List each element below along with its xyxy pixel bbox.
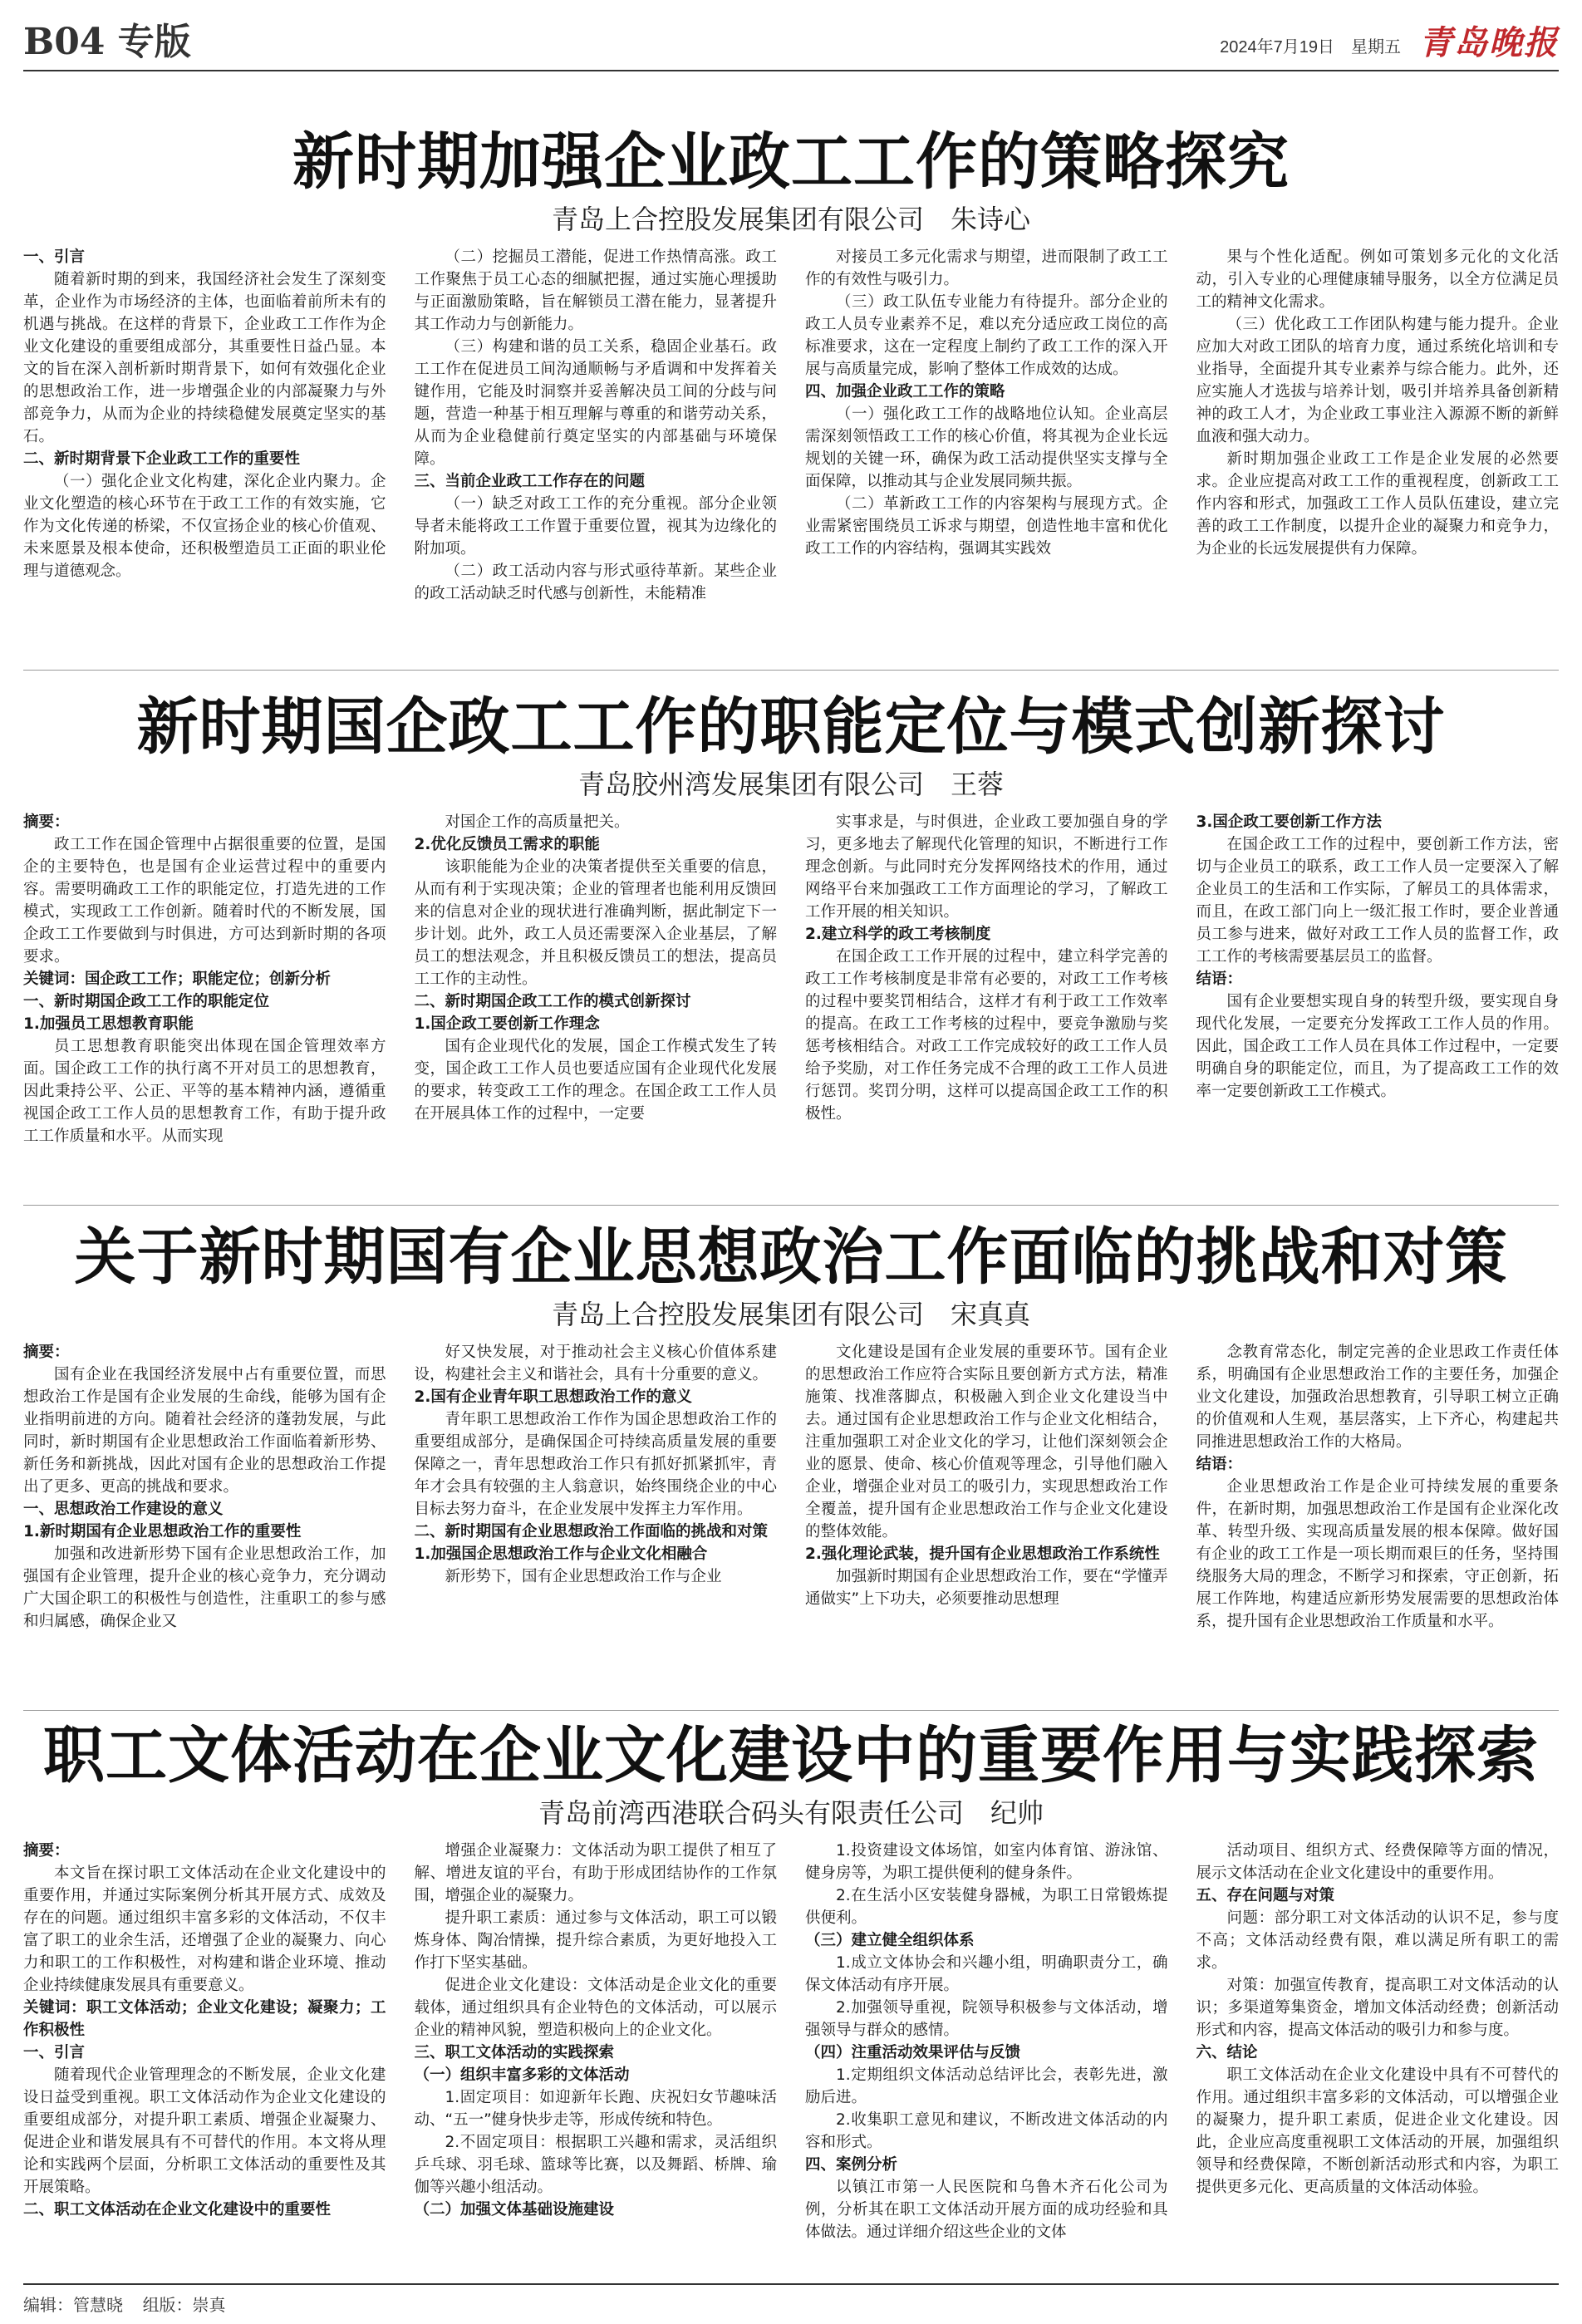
article-column [23,246,386,651]
paragraph: 问题：部分职工对文体活动的认识不足，参与度不高；文体活动经费有限，难以满足所有职工的需求。 [1196,1909,1559,1972]
section-heading: 摘要： [23,1842,70,1860]
paragraph: 果与个性化适配。例如可策划多元化的文化活动，引入专业的心理健康辅导服务，以全方位满足员工的精神文化需求。 [1196,248,1559,311]
paragraph: 在国企政工工作开展的过程中，建立科学完善的政工工作考核制度是非常有必要的，对政工工作考核的过程中要奖罚相结合，这样才有利于政工工作效率的提高。在政工工作考核的过程中，要竞争激励与奖惩考核相结合。对政工工作完成较好的政工工作人员给予奖励，对工作任务完成不合理的政工工作人员进行惩罚。奖罚分明，这样可以提高国企政工工作的积极性。 [805,948,1168,1123]
paragraph: 2.加强领导重视，院领导积极参与文体活动，增强领导与群众的感情。 [805,1999,1168,2039]
paragraph: 对接员工多元化需求与期望，进而限制了政工工作的有效性与吸引力。 [805,248,1168,288]
paragraph: 职工文体活动在企业文化建设中具有不可替代的作用。通过组织丰富多彩的文体活动，可以增强企业的凝聚力，提升职工素质，促进企业文化建设。因此，企业应高度重视职工文体活动的开展，加强组织领导和经费保障，不断创新活动形式和内容，为职工提供更多元化、更高质量的文体活动体验。 [1196,2066,1559,2196]
section-heading: 摘要： [23,813,70,831]
article-body [23,246,1559,651]
section-heading: 结语： [1196,970,1243,988]
section-heading: 1.加强员工思想教育职能 [23,1015,194,1033]
article-byline: 青岛前湾西港联合码头有限责任公司 纪帅 [538,1798,1044,1828]
article-column [805,246,1168,651]
section-heading: 2.国有企业青年职工思想政治工作的意义 [414,1388,692,1406]
section-heading: 关键词：职工文体活动；企业文化建设；凝聚力；工作积极性 [23,1999,386,2039]
paragraph: （一）强化政工工作的战略地位认知。企业高层需深刻领悟政工工作的核心价值，将其视为企业长远规划的关键一环，确保为政工活动提供坚实支撑与全面保障，以推动其与企业发展同频共振。 [805,405,1168,490]
article-title: 职工文体活动在企业文化建设中的重要作用与实践探索 [43,1720,1539,1791]
article-byline: 青岛胶州湾发展集团有限公司 王蓉 [577,769,1004,799]
issue-weekday: 星期五 [1351,38,1401,57]
section-heading: 二、新时期国有企业思想政治工作面临的挑战和对策 [414,1523,769,1540]
article-column [415,811,778,1216]
paragraph: 2.不固定项目：根据职工兴趣和需求，灵活组织乒乓球、羽毛球、篮球等比赛，以及舞蹈、桥牌、瑜伽等兴趣小组活动。 [414,2134,777,2196]
paragraph: 增强企业凝聚力：文体活动为职工提供了相互了解、增进友谊的平台，有助于形成团结协作的工作氛围，增强企业的凝聚力。 [414,1842,777,1904]
section-heading: 一、引言 [23,2044,86,2061]
newspaper-logo: 青岛晚报 [1419,23,1559,62]
paragraph: 对策：加强宣传教育，提高职工对文体活动的认识；多渠道筹集资金，增加文体活动经费；创新活动形式和内容，提高文体活动的吸引力和参与度。 [1196,1977,1559,2039]
header-rule [23,70,1559,71]
section-heading: 3.国企政工要创新工作方法 [1196,813,1382,831]
article-title: 新时期国企政工工作的职能定位与模式创新探讨 [136,691,1446,763]
article-divider [23,1205,1559,1206]
paragraph: 青年职工思想政治工作作为国企思想政治工作的重要组成部分，是确保国企可持续高质量发展的重要保障之一，青年思想政治工作只有抓好抓紧抓牢，青年才会具有较强的主人翁意识，始终围绕企业的中心目标去努力奋斗，在企业发展中发挥主力军作用。 [414,1411,777,1518]
section-heading: 四、加强企业政工工作的策略 [805,383,1005,400]
paragraph: 好又快发展，对于推动社会主义核心价值体系建设，构建社会主义和谐社会，具有十分重要的意义。 [414,1344,777,1383]
page-footer [23,2292,241,2316]
section-heading: 四、案例分析 [805,2156,898,2174]
paragraph: 随着新时期的到来，我国经济社会发生了深刻变革，企业作为市场经济的主体，也面临着前所未有的机遇与挑战。在这样的背景下，企业政工工作作为企业文化建设的重要组成部分，其重要性日益凸显。本文的旨在深入剖析新时期背景下，如何有效强化企业的思想政治工作，进一步增强企业的内部凝聚力与外部竞争力，从而为企业的持续稳健发展奠定坚实的基石。 [23,271,386,445]
article-column [23,1840,386,2288]
article-column [415,1840,778,2288]
issue-date: 2024年7月19日 [1220,38,1334,57]
section-heading: 摘要： [23,1344,70,1361]
paragraph: 1.投资建设文体场馆，如室内体育馆、游泳馆、健身房等，为职工提供便利的健身条件。 [805,1842,1168,1882]
paragraph: 1.固定项目：如迎新年长跑、庆祝妇女节趣味活动、“五一”健身快步走等，形成传统和特色。 [414,2089,777,2129]
article-title: 关于新时期国有企业思想政治工作面临的挑战和对策 [74,1221,1508,1293]
paragraph: 2.收集职工意见和建议，不断改进文体活动的内容和形式。 [805,2111,1168,2151]
article-body [23,1840,1559,2288]
paragraph: 文化建设是国有企业发展的重要环节。国有企业的思想政治工作应符合实际且要创新方式方法，精准施策、找准落脚点，积极融入到企业文化建设当中去。通过国有企业思想政治工作与企业文化相结合，注重加强职工对企业文化的学习，让他们深刻领会企业的愿景、使命、核心价值观等理念，引导他们融入企业，增强企业对员工的吸引力，实现思想政治工作全覆盖，提升国有企业思想政治工作与企业文化建设的整体效能。 [805,1344,1168,1540]
article-column [1196,1840,1560,2288]
section-heading: 五、存在问题与对策 [1196,1887,1335,1904]
paragraph: 新形势下，国有企业思想政治工作与企业 [445,1568,722,1585]
paragraph: （二）挖掘员工潜能，促进工作热情高涨。政工工作聚焦于员工心态的细腻把握，通过实施心理援助与正面激励策略，旨在解锁员工潜在能力，显著提升其工作动力与创新能力。 [414,248,777,333]
section-heading: 二、新时期背景下企业政工工作的重要性 [23,450,301,468]
page-section-tag: B04 专版 [23,21,191,63]
article-column [23,811,386,1216]
section-heading: 1.国企政工要创新工作理念 [414,1015,600,1033]
section-heading: 一、引言 [23,248,86,266]
article-column [415,246,778,651]
editor-credit: 编辑：管慧晓 [23,2297,123,2315]
paragraph: 活动项目、组织方式、经费保障等方面的情况，展示文体活动在企业文化建设中的重要作用。 [1196,1842,1559,1882]
article-2 [23,690,1559,1221]
paragraph: 念教育常态化，制定完善的企业思政工作责任体系，明确国有企业思想政治工作的主要任务，加强企业文化建设，加强政治思想教育，引导职工树立正确的价值观和人生观，基层落实，上下齐心，构建起共同推进思想政治工作的大格局。 [1196,1344,1559,1451]
section-heading: 1.加强国企思想政治工作与企业文化相融合 [414,1545,708,1563]
paragraph: 新时期加强企业政工工作是企业发展的必然要求。企业应提高对政工工作的重视程度，创新政工工作内容和形式，加强政工工作人员队伍建设，建立完善的政工工作制度，以提升企业的凝聚力和竞争力，为企业的长远发展提供有力保障。 [1196,450,1559,558]
article-body [23,811,1559,1216]
section-heading: 关键词：国企政工工作；职能定位；创新分析 [23,970,332,988]
article-column [1196,1341,1560,1720]
page-header [23,8,1559,68]
paragraph: 加强新时期国有企业思想政治工作，要在“学懂弄通做实”上下功夫，必须要推动思想理 [805,1568,1168,1608]
paragraph: 以镇江市第一人民医院和乌鲁木齐石化公司为例，分析其在职工文体活动开展方面的成功经验和具体做法。通过详细介绍这些企业的文体 [805,2179,1168,2241]
paragraph: （二）革新政工工作的内容架构与展现方式。企业需紧密围绕员工诉求与期望，创造性地丰富和优化政工工作的内容结构，强调其实践效 [805,495,1168,558]
paragraph: 随着现代企业管理理念的不断发展，企业文化建设日益受到重视。职工文体活动作为企业文化建设的重要组成部分，对提升职工素质、增强企业凝聚力、促进企业和谐发展具有不可替代的作用。本文将从理论和实践两个层面，分析职工文体活动的重要性及其开展策略。 [23,2066,386,2196]
section-heading: 2.优化反馈员工需求的职能 [414,836,600,853]
section-heading: （一）组织丰富多彩的文体活动 [414,2066,630,2084]
article-byline: 青岛上合控股发展集团有限公司 宋真真 [551,1300,1030,1329]
article-3 [23,1220,1559,1735]
paragraph: 员工思想教育职能突出体现在国企管理效率方面。国企政工工作的执行离不开对员工的思想教育，因此秉持公平、公正、平等的基本精神内涵，遵循重视国企政工工作人员的思想教育工作，有助于提升政工工作质量和水平。从而实现 [23,1038,386,1145]
article-column [23,1341,386,1720]
paragraph: 提升职工素质：通过参与文体活动，职工可以锻炼身体、陶冶情操，提升综合素质，为更好地投入工作打下坚实基础。 [414,1909,777,1972]
paragraph: 1.成立文体协会和兴趣小组，明确职责分工，确保文体活动有序开展。 [805,1954,1168,1994]
article-1 [23,125,1559,656]
section-heading: 六、结论 [1196,2044,1258,2061]
section-heading: 结语： [1196,1456,1243,1473]
article-divider [23,1710,1559,1711]
paragraph: （三）构建和谐的员工关系，稳固企业基石。政工工作在促进员工间沟通顺畅与矛盾调和中发挥着关键作用，它能及时洞察并妥善解决员工间的分歧与问题，营造一种基于相互理解与尊重的和谐劳动关系，从而为企业稳健前行奠定坚实的内部基础与环境保障。 [414,338,777,468]
section-heading: 三、当前企业政工工作存在的问题 [414,473,646,490]
paragraph: 促进企业文化建设：文体活动是企业文化的重要载体，通过组织具有企业特色的文体活动，可以展示企业的精神风貌，塑造积极向上的企业文化。 [414,1977,777,2039]
article-column [1196,246,1560,651]
paragraph: 国有企业要想实现自身的转型升级，要实现自身现代化发展，一定要充分发挥政工工作人员的作用。因此，国企政工工作人员在具体工作过程中，一定要明确自身的职能定位，而且，为了提高政工工作的效率一定要创新政工工作模式。 [1196,993,1559,1100]
section-heading: （二）加强文体基础设施建设 [414,2201,615,2218]
section-heading: （三）建立健全组织体系 [805,1932,975,1949]
paragraph: 加强和改进新形势下国有企业思想政治工作，加强国有企业管理，提升企业的核心竞争力，充分调动广大国企职工的积极性与创造性，注重职工的参与感和归属感，确保企业又 [23,1545,386,1630]
layout-credit: 组版：崇真 [142,2297,226,2315]
article-column [1196,811,1560,1216]
paragraph: 企业思想政治工作是企业可持续发展的重要条件，在新时期，加强思想政治工作是国有企业深化改革、转型升级、实现高质量发展的根本保障。做好国有企业的政工工作是一项长期而艰巨的任务，坚持围绕服务大局的理念，不断学习和探索，守正创新，拓展工作阵地，构建适应新形势发展需要的思想政治体系，提升国有企业思想政治工作质量和水平。 [1196,1478,1559,1630]
paragraph: 政工工作在国企管理中占据很重要的位置，是国企的主要特色，也是国有企业运营过程中的重要内容。需要明确政工工作的职能定位，打造先进的工作模式，实现政工工作创新。随着时代的不断发展，国企政工工作要做到与时俱进，方可达到新时期的各项要求。 [23,836,386,965]
article-column [805,1341,1168,1720]
paragraph: 2.在生活小区安装健身器械，为职工日常锻炼提供便利。 [805,1887,1168,1927]
paragraph: （二）政工活动内容与形式亟待革新。某些企业的政工活动缺乏时代感与创新性，未能精准 [414,563,777,602]
paragraph: （一）强化企业文化构建，深化企业内聚力。企业文化塑造的核心环节在于政工工作的有效实施，它作为文化传递的桥梁，不仅宣扬企业的核心价值观、未来愿景及根本使命，还积极塑造员工正面的职业伦理与道德观念。 [23,473,386,580]
paragraph: 1.定期组织文体活动总结评比会，表彰先进，激励后进。 [805,2066,1168,2106]
paragraph: 国有企业现代化的发展，国企工作模式发生了转变，国企政工工作人员也要适应国有企业现代化发展的要求，转变政工工作的理念。在国企政工工作人员在开展具体工作的过程中，一定要 [414,1038,777,1123]
paragraph: （一）缺乏对政工工作的充分重视。部分企业领导者未能将政工工作置于重要位置，视其为边缘化的附加项。 [414,495,777,558]
section-heading: （四）注重活动效果评估与反馈 [805,2044,1021,2061]
section-heading: 1.新时期国有企业思想政治工作的重要性 [23,1523,302,1540]
footer-rule [23,2283,1559,2285]
article-column [415,1341,778,1720]
section-heading: 2.强化理论武装，提升国有企业思想政治工作系统性 [805,1545,1160,1563]
paragraph: 对国企工作的高质量把关。 [445,813,630,831]
section-heading: 一、新时期国企政工工作的职能定位 [23,993,270,1010]
article-column [805,811,1168,1216]
article-4 [23,1718,1559,2283]
article-byline: 青岛上合控股发展集团有限公司 朱诗心 [551,204,1030,234]
article-column [805,1840,1168,2288]
paragraph: 实事求是，与时俱进，企业政工要加强自身的学习，更多地去了解现代化管理的知识，不断进行工作理念创新。与此同时充分发挥网络技术的作用，通过网络平台来加强政工工作方面理论的学习，了解政工工作开展的相关知识。 [805,813,1168,921]
paragraph: 在国企政工工作的过程中，要创新工作方法，密切与企业员工的联系，政工工作人员一定要深入了解企业员工的生活和工作实际，了解员工的具体需求，而且，在政工部门向上一级汇报工作时，要企业普通员工参与进来，做好对政工工作人员的监督工作，政工工作的考核需要基层员工的监督。 [1196,836,1559,965]
paragraph: 国有企业在我国经济发展中占有重要位置，而思想政治工作是国有企业发展的生命线，能够为国有企业指明前进的方向。随着社会经济的蓬勃发展，与此同时，新时期国有企业思想政治工作面临着新形势、新任务和新挑战，因此对国有企业的思想政治工作提出了更多、更高的挑战和要求。 [23,1366,386,1496]
paragraph: （三）优化政工工作团队构建与能力提升。企业应加大对政工团队的培育力度，通过系统化培训和专业指导，全面提升其专业素养与综合能力。此外，还应实施人才选拔与培养计划，吸引并培养具备创新精神的政工人才，为企业政工事业注入源源不断的新鲜血液和强大动力。 [1196,316,1559,445]
paragraph: 本文旨在探讨职工文体活动在企业文化建设中的重要作用，并通过实际案例分析其开展方式、成效及存在的问题。通过组织丰富多彩的文体活动，不仅丰富了职工的业余生活，还增强了企业的凝聚力、向心力和职工的工作积极性，对构建和谐企业环境、推动企业持续健康发展具有重要意义。 [23,1865,386,1994]
paragraph: （三）政工队伍专业能力有待提升。部分企业的政工人员专业素养不足，难以充分适应政工岗位的高标准要求，这在一定程度上制约了政工工作的深入开展与高质量完成，影响了整体工作成效的达成。 [805,293,1168,378]
section-heading: 二、职工文体活动在企业文化建设中的重要性 [23,2201,332,2218]
section-heading: 二、新时期国企政工工作的模式创新探讨 [414,993,691,1010]
paragraph: 该职能能为企业的决策者提供至关重要的信息，从而有利于实现决策；企业的管理者也能利用反馈回来的信息对企业的现状进行准确判断，据此制定下一步计划。此外，政工人员还需要深入企业基层，了解员工的想法观念，并且积极反馈员工的想法，提高员工工作的主动性。 [414,858,777,988]
section-heading: 2.建立科学的政工考核制度 [805,926,991,943]
article-divider [23,670,1559,671]
section-heading: 三、职工文体活动的实践探索 [414,2044,615,2061]
section-heading: 一、思想政治工作建设的意义 [23,1501,224,1518]
article-body [23,1341,1559,1720]
article-title: 新时期加强企业政工工作的策略探究 [292,126,1290,198]
